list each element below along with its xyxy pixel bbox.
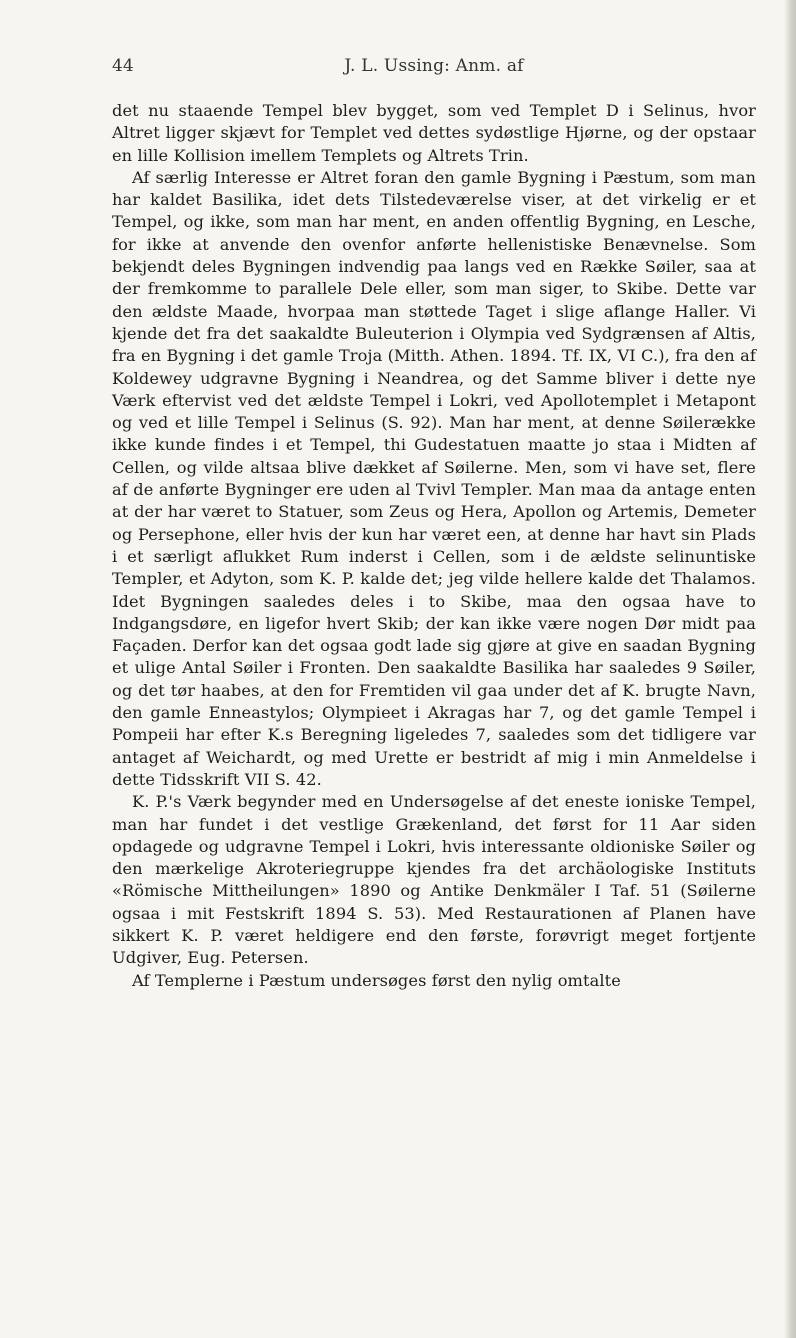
body-text <box>112 100 756 992</box>
running-head: J. L. Ussing: Anm. af <box>344 56 524 76</box>
paragraph-4: Af Templerne i Pæstum undersøges først den nylig omtalte <box>132 970 621 990</box>
paragraph-3: K. P.'s Værk begynder med en Undersøgelse af det eneste ioniske Tempel, man har fundet i det vestlige Grækenland, det først for 11 Aar siden opdagede og udgravne Tempel i Lokri, hvis interessante oldioniske Søiler og den mærkelige Akroteriegruppe kjendes fra det archäologiske Instituts «Römische Mittheilungen» 1890 og Antike Denkmäler I Taf. 51 (Søilerne ogsaa i mit Festskrift 1894 S. 53). Med Restaurationen af Planen have sikkert K. P. været heldigere end den første, forøvrigt meget fortjente Udgiver, Eug. Petersen. <box>112 792 756 968</box>
paragraph-2: Af særlig Interesse er Altret foran den gamle Bygning i Pæstum, som man har kaldet Basilika, idet dets Tilstedeværelse viser, at det virkelig er et Tempel, og ikke, som man har ment, en anden offentlig Bygning, en Lesche, for ikke at anvende den ovenfor anførte hellenistiske Benævnelse. Som bekjendt deles Bygningen indvendig paa langs ved en Række Søiler, saa at der fremkomme to parallele Dele eller, som man siger, to Skibe. Dette var den ældste Maade, hvorpaa man støttede Taget i slige aflange Haller. Vi kjende det fra det saakaldte Buleuterion i Olympia ved Sydgrænsen af Altis, fra en Bygning i det gamle Troja (Mitth. Athen. 1894. Tf. IX, VI C.), fra den af Koldewey udgravne Bygning i Neandrea, og det Samme bliver i dette nye Værk eftervist ved det ældste Tempel i Lokri, ved Apollotemplet i Metapont og ved et lille Tempel i Selinus (S. 92). Man har ment, at denne Søilerække ikke kunde findes i et Tempel, thi Gudestatuen maatte jo staa i Midten af Cellen, og vilde altsaa blive dækket af Søilerne. Men, som vi have set, flere af de anførte Bygninger ere uden al Tvivl Templer. Man maa da antage enten at der har været to Statuer, som Zeus og Hera, Apollon og Artemis, Demeter og Persephone, eller hvis der kun har været een, at denne har havt sin Plads i et særligt aflukket Rum inderst i Cellen, som i de ældste selinuntiske Templer, et Adyton, som K. P. kalde det; jeg vilde hellere kalde det Thalamos. Idet Bygningen saaledes deles i to Skibe, maa den ogsaa have to Indgangsdøre, en ligefor hvert Skib; der kan ikke være nogen Dør midt paa Façaden. Derfor kan det ogsaa godt lade sig gjøre at give en saadan Bygning et ulige Antal Søiler i Fronten. Den saakaldte Basilika har saaledes 9 Søiler, og det tør haabes, at den for Fremtiden vil gaa under det af K. brugte Navn, den gamle Enneastylos; Olympieet i Akragas har 7, og det gamle Tempel i Pompeii har efter K.s Beregning ligeledes 7, saaledes som det tidligere var antaget af Weichardt, og med Urette er bestridt af mig i min Anmeldelse i dette Tidsskrift VII S. 42. <box>112 167 756 789</box>
paragraph-1: det nu staaende Tempel blev bygget, som ved Templet D i Selinus, hvor Altret ligger skjævt for Templet ved dettes sydøstlige Hjørne, og der opstaar en lille Kollision imellem Templets og Altrets Trin. <box>112 101 756 165</box>
page-header <box>112 56 756 84</box>
page-edge-shadow <box>784 0 796 1338</box>
page-number: 44 <box>112 56 134 76</box>
